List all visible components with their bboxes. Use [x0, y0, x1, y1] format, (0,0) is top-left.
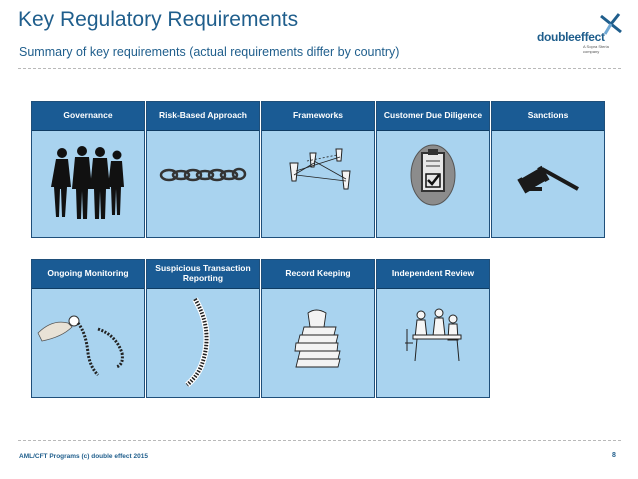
businesspeople-icon [32, 131, 144, 237]
framework-sketch-icon [262, 131, 374, 237]
card-suspicious-transaction-reporting [146, 259, 260, 398]
card-header: Governance [32, 102, 144, 131]
card-sanctions [491, 101, 605, 238]
card-header: Suspicious Transaction Reporting [147, 260, 259, 289]
logo-wordmark: doubleeffect [537, 30, 605, 44]
page-number: 8 [612, 452, 616, 459]
card-header: Risk-Based Approach [147, 102, 259, 131]
gavel-icon [492, 131, 604, 237]
bottom-divider [18, 440, 621, 441]
card-header: Customer Due Diligence [377, 102, 489, 131]
card-record-keeping [261, 259, 375, 398]
card-customer-due-diligence [376, 101, 490, 238]
magnifier-tape-icon [32, 289, 144, 397]
chain-icon [147, 131, 259, 237]
card-header: Independent Review [377, 260, 489, 289]
ticker-tape-icon [147, 289, 259, 397]
card-risk-based-approach [146, 101, 260, 238]
clipboard-check-icon [377, 131, 489, 237]
logo-tagline: A Sopra Steria company [583, 44, 609, 54]
card-header: Frameworks [262, 102, 374, 131]
page-title: Key Regulatory Requirements [18, 8, 299, 31]
card-frameworks [261, 101, 375, 238]
company-logo [537, 14, 625, 54]
card-header: Ongoing Monitoring [32, 260, 144, 289]
card-header: Record Keeping [262, 260, 374, 289]
card-header: Sanctions [492, 102, 604, 131]
footer-text: AML/CFT Programs (c) double effect 2015 [19, 453, 148, 460]
review-meeting-icon [377, 289, 489, 397]
paper-stack-icon [262, 289, 374, 397]
card-independent-review [376, 259, 490, 398]
top-divider [18, 68, 621, 69]
card-ongoing-monitoring [31, 259, 145, 398]
page-subtitle: Summary of key requirements (actual requirements differ by country) [19, 45, 400, 59]
card-governance [31, 101, 145, 238]
